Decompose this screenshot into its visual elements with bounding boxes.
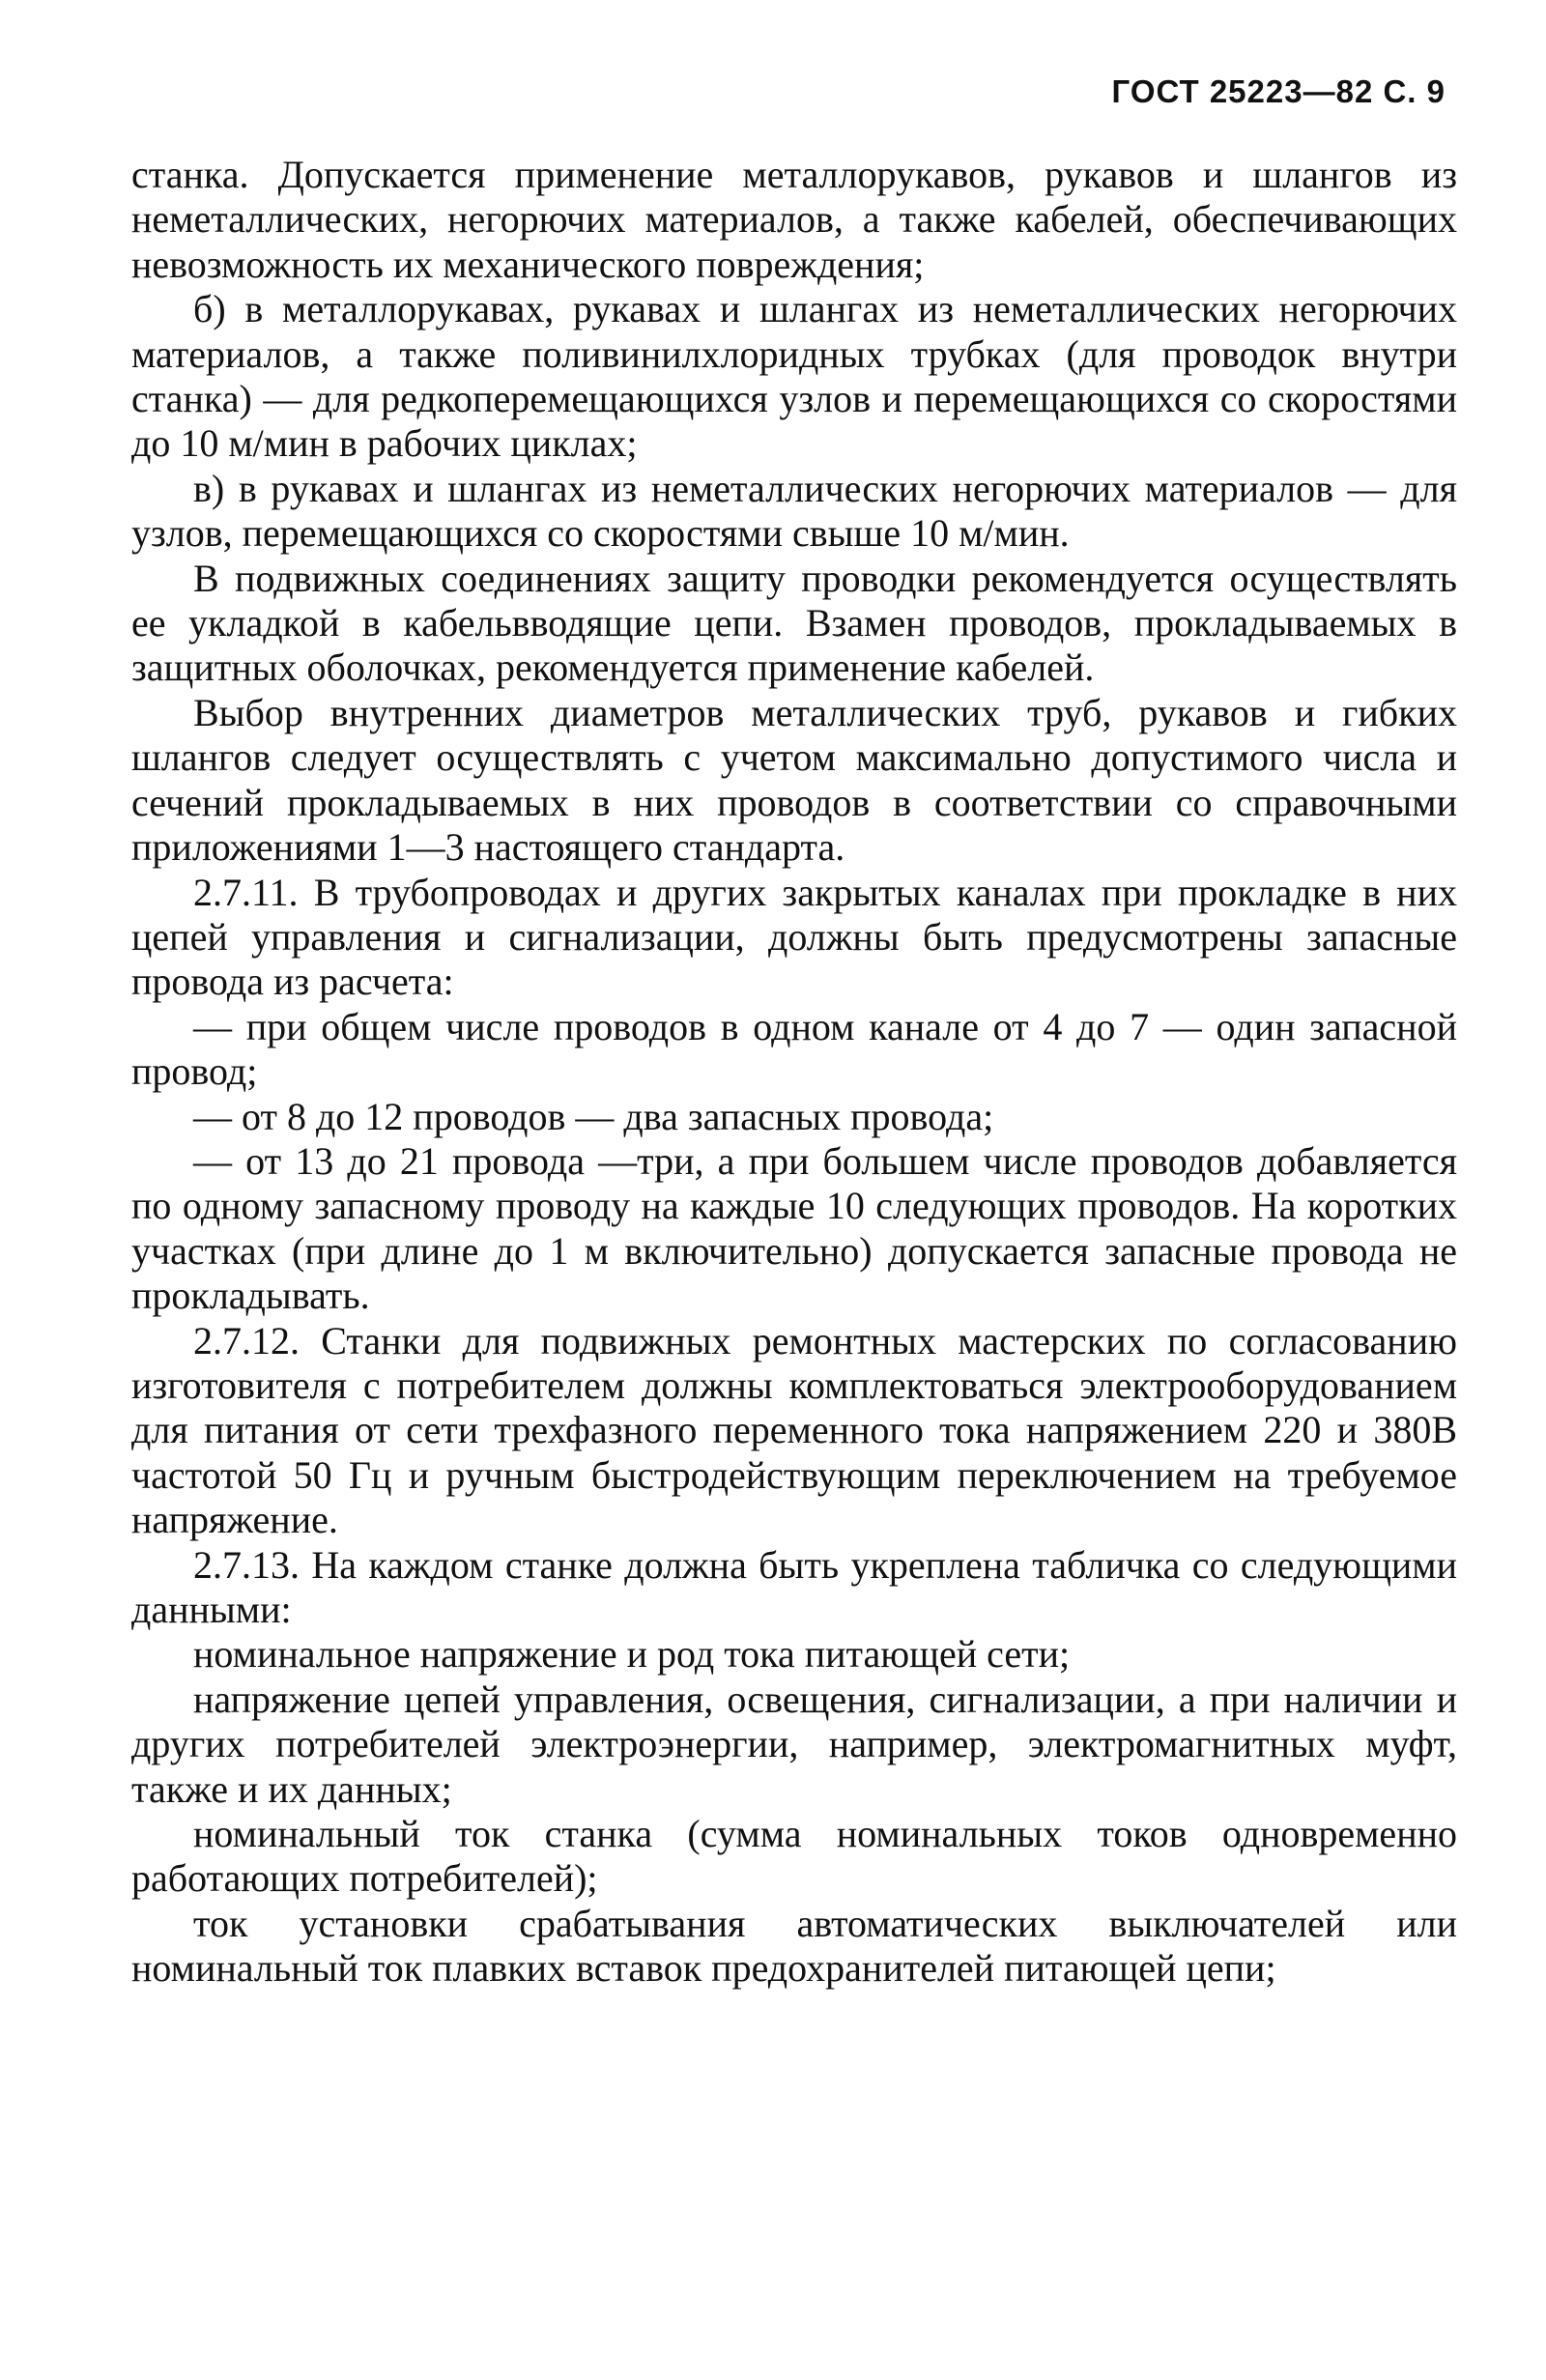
paragraph-continuation: станка. Допускается применение металлорукавов, рукавов и шлангов из неметаллических, негорючих материалов, а также кабелей, обеспечивающих невозможность их механического повреждения;	[131, 153, 1457, 286]
plate-item-breaker-current: ток установки срабатывания автоматических выключателей или номинальный ток плавких вставок предохранителей питающей цепи;	[131, 1901, 1457, 1991]
list-item-b: б) в металлорукавах, рукавах и шлангах из неметаллических негорючих материалов, а также поливинилхлоридных трубках (для проводок внутри станка) — для редкоперемещающихся узлов и перемещающихся со скоростями до 10 м/мин в рабочих циклах;	[131, 287, 1457, 466]
plate-item-control-voltage: напряжение цепей управления, освещения, сигнализации, а при наличии и других потребителей электроэнергии, например, электромагнитных муфт, также и их данных;	[131, 1677, 1457, 1811]
document-body	[131, 153, 1457, 1992]
page-header: ГОСТ 25223—82 С. 9	[1111, 73, 1446, 109]
clause-2-7-11: 2.7.11. В трубопроводах и других закрытых каналах при прокладке в них цепей управления и сигнализации, должны быть предусмотрены запасные провода из расчета:	[131, 870, 1457, 1004]
paragraph-diameters: Выбор внутренних диаметров металлических труб, рукавов и гибких шлангов следует осуществлять с учетом максимально допустимого числа и сечений прокладываемых в них проводов в соответствии со справочными приложениями 1—3 настоящего стандарта.	[131, 690, 1457, 870]
clause-2-7-13: 2.7.13. На каждом станке должна быть укреплена табличка со следующими данными:	[131, 1542, 1457, 1631]
clause-2-7-12: 2.7.12. Станки для подвижных ремонтных мастерских по согласованию изготовителя с потребителем должны комплектоваться электрооборудованием для питания от сети трехфазного переменного тока напряжением 220 и 380В частотой 50 Гц и ручным быстродействующим переключением на требуемое напряжение.	[131, 1318, 1457, 1542]
dash-item-13-21: — от 13 до 21 провода —три, а при большем числе проводов добавляется по одному запасному проводу на каждые 10 следующих проводов. На коротких участках (при длине до 1 м включительно) допускается запасные провода не прокладывать.	[131, 1138, 1457, 1318]
plate-item-voltage: номинальное напряжение и род тока питающей сети;	[193, 1632, 1071, 1677]
plate-item-rated-current: номинальный ток станка (сумма номинальных токов одновременно работающих потребителей);	[131, 1812, 1457, 1901]
dash-item-8-12: — от 8 до 12 проводов — два запасных провода;	[193, 1094, 994, 1138]
paragraph-movable-joints: В подвижных соединениях защиту проводки рекомендуется осуществлять ее укладкой в кабельвводящие цепи. Взамен проводов, прокладываемых в защитных оболочках, рекомендуется применение кабелей.	[131, 556, 1457, 690]
list-item-v: в) в рукавах и шлангах из неметаллических негорючих материалов — для узлов, перемещающихся со скоростями свыше 10 м/мин.	[131, 466, 1457, 556]
dash-item-4-7: — при общем числе проводов в одном канале от 4 до 7 — один запасной провод;	[131, 1004, 1457, 1094]
